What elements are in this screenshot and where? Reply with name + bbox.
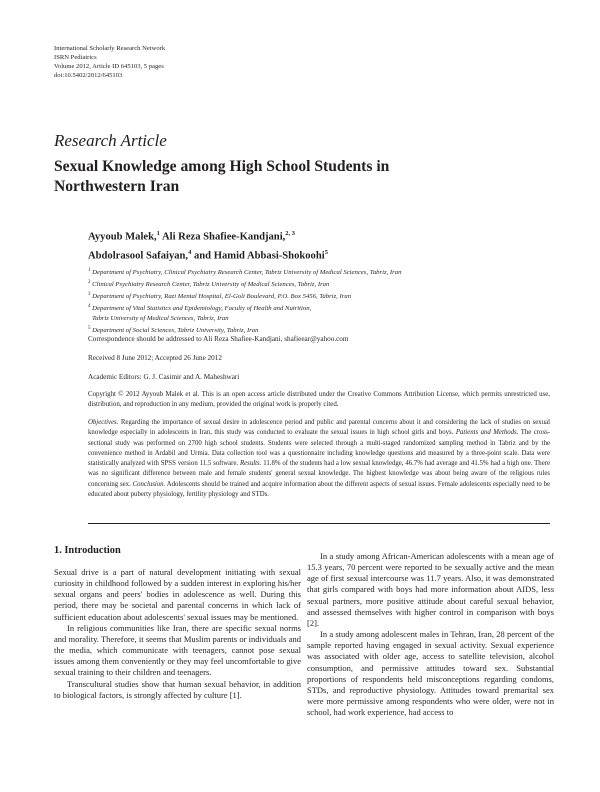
author-list xyxy=(88,226,548,264)
body-paragraph: In a study among African-American adolescents with a mean age of 15.3 years, 70 percent were reported to be sexually active and the mean age of first sexual intercourse was 11.7 years. Also, it was demonstrated that girls compared with boys had more information about AIDS, less sexual partners, more positive attitude about careful sexual behavior, and assessed themselves with higher control in comparison with boys [2]. xyxy=(307,551,554,628)
body-paragraph: Sexual drive is a part of natural development initiating with sexual curiosity in childhood followed by a sudden interest in exploring his/her sexual organs and peers' bodies in adolescence as well. During this period, there may be societal and parental concerns in which lack of sufficient education about adolescents' sexual issues may be mentioned. xyxy=(54,567,301,622)
affiliation-text: Department of Social Sciences, Tabriz University, Tabriz, Iran xyxy=(92,327,259,335)
affiliation-number: 1 xyxy=(88,268,91,273)
academic-editors: Academic Editors: G. J. Casimir and A. Maheshwari xyxy=(88,373,240,381)
journal-name: ISRN Pediatrics xyxy=(54,54,97,61)
affiliation-list xyxy=(88,266,558,336)
author-name: and Hamid Abbasi-Shokoohi xyxy=(191,250,325,262)
author-affiliation-ref: 1 xyxy=(156,230,160,237)
affiliation-text: Department of Vital Statistics and Epidemiology, Faculty of Health and Nutrition, xyxy=(92,305,312,313)
journal-doi: doi:10.5402/2012/645103 xyxy=(54,72,123,79)
body-paragraph: Transcultural studies show that human sexual behavior, in addition to biological factors, is strongly affected by culture [1]. xyxy=(54,678,301,700)
abstract-conclusion: Adolescents should be trained and acquire information about the different aspects of sexual issues. Female adolescents especially need to be educated about puberty physiology, fertility physiology and STDs. xyxy=(88,480,550,498)
abstract-divider xyxy=(88,523,550,524)
author-name: Ayyoub Malek, xyxy=(88,231,157,243)
affiliation xyxy=(88,266,558,278)
affiliation-number: 3 xyxy=(88,292,91,298)
affiliation-text: Department of Psychiatry, Razi Mental Hospital, El-Goli Boulevard, P.O. Box 5456, Tabriz, Iran xyxy=(92,293,352,301)
received-accepted-dates: Received 8 June 2012; Accepted 26 June 2012 xyxy=(88,354,222,362)
abstract-objectives: Regarding the importance of sexual desire in adolescence period and public and parental concerns about it and considering the lack of studies on sexual knowledge especially in adolescents in Iran, this study was conducted to evaluate the sexual issues in high school girls and boys. xyxy=(88,419,550,437)
article-title: Sexual Knowledge among High School Students in Northwestern Iran xyxy=(54,158,390,195)
affiliation-text: Department of Psychiatry, Clinical Psychiatry Research Center, Tabriz University of Medical Sciences, Tabriz, Iran xyxy=(92,269,402,277)
affiliation xyxy=(88,290,558,302)
correspondence-note: Correspondence should be addressed to Ali Reza Shafiee-Kandjani, shafieear@yahoo.com xyxy=(88,335,349,343)
author-name: Ali Reza Shafiee-Kandjani, xyxy=(159,231,286,243)
author-affiliation-ref: 4 xyxy=(188,249,192,257)
abstract xyxy=(88,418,550,500)
author-line-1 xyxy=(88,226,548,245)
body-paragraph: In religious communities like Iran, there are specific sexual norms and morality. Therefore, it seems that Muslim parents or individuals and the media, which communicate with teenagers, cannot pose sexual issues among them conveniently or they may feel uncomfortable to give sexual training to their children and teenagers. xyxy=(54,622,301,678)
affiliation-number: 2 xyxy=(88,280,91,286)
journal-network: International Scholarly Research Network xyxy=(54,45,166,52)
abstract-objectives-label: Objectives. xyxy=(88,419,119,426)
author-name: Abdolrasool Safaiyan, xyxy=(88,250,189,262)
affiliation-continued: Tabriz University of Medical Sciences, Tabriz, Iran xyxy=(92,315,229,323)
abstract-results: 11.8% of the students had a low sexual knowledge, 46.7% had average and 41.5% had a high one. There was no significant difference between male and female students' general sexual knowledge. The highest knowledge was about being aware of the religious rules concerning sex. xyxy=(88,460,550,488)
affiliation xyxy=(88,278,558,290)
author-affiliation-ref: 5 xyxy=(324,249,328,257)
abstract-methods-label: Patients and Methods. xyxy=(455,429,519,437)
abstract-conclusion-label: Conclusion. xyxy=(132,480,166,488)
body-column-left xyxy=(54,545,301,701)
abstract-results-label: Results. xyxy=(240,460,262,467)
journal-volume: Volume 2012, Article ID 645103, 5 pages xyxy=(54,63,164,70)
journal-header xyxy=(54,44,165,80)
author-line-2 xyxy=(88,245,548,264)
body-paragraph: In a study among adolescent males in Tehran, Iran, 28 percent of the sample reported having engaged in sexual activity. Sexual experience was associated with older age, access to satellite television, alcohol consumption, and permissive attitudes toward sex. Substantial proportions of respondents held misconceptions regarding condoms, STDs, and reproductive physiology. Attitudes toward premarital sex were more permissive among respondents who were older, were not in school, had work experience, had access to xyxy=(307,629,554,718)
article-type: Research Article xyxy=(54,131,167,150)
body-column-right xyxy=(307,551,554,718)
affiliation-number: 5 xyxy=(88,325,91,331)
section-heading-introduction: 1. Introduction xyxy=(54,545,121,556)
affiliation-number: 4 xyxy=(88,304,91,310)
affiliation xyxy=(88,302,558,314)
author-affiliation-ref: 2, 3 xyxy=(285,230,296,237)
abstract-methods: The cross-sectional study was performed on 2700 high school students. Students were selected through a multi-staged randomized sampling method in Tabriz and by the convenience method in Ardabil and Urmia. Data collection tool was a questionnaire including knowledge questions and measured by a three-point scale. Data were statistically analyzed with SPSS version 11.5 software. xyxy=(88,429,551,467)
affiliation-text: Clinical Psychiatry Research Center, Tabriz University of Medical Sciences, Tabriz, Iran xyxy=(92,281,330,289)
copyright-notice: Copyright © 2012 Ayyoub Malek et al. This is an open access article distributed under the Creative Commons Attribution License, which permits unrestricted use, distribution, and reproduction in any medium, provided the original work is properly cited. xyxy=(88,391,550,408)
